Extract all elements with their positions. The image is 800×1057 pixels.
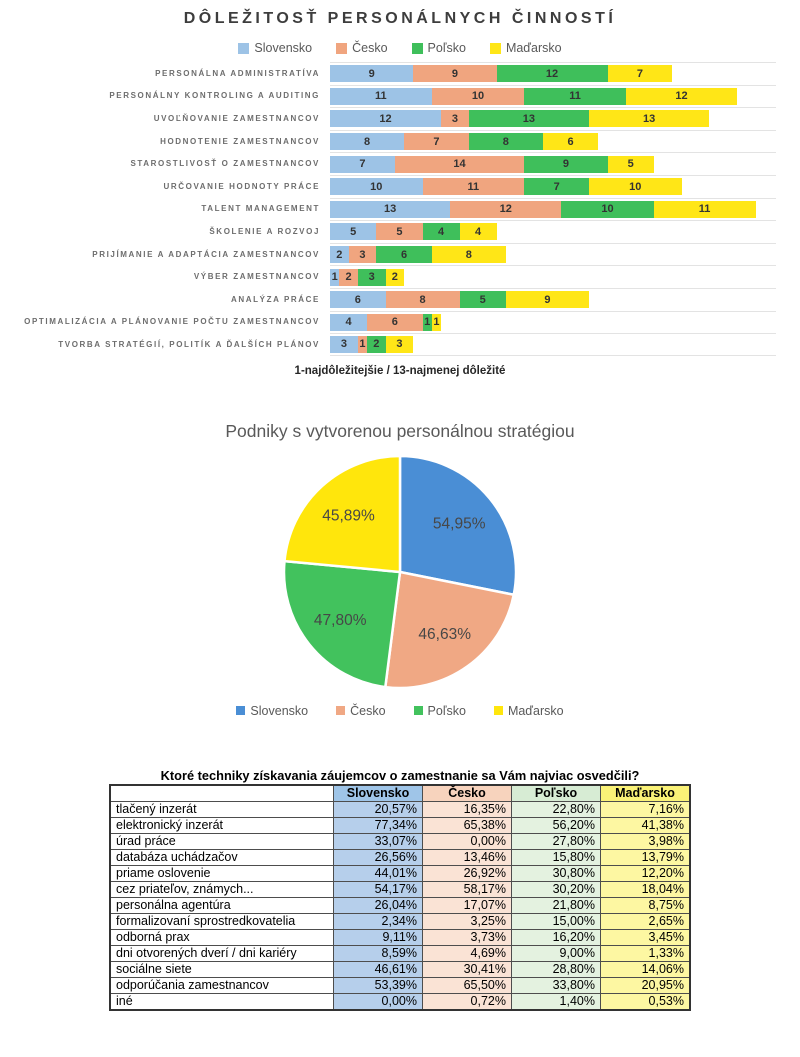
bar-category-label: OPTIMALIZÁCIA A PLÁNOVANIE POČTU ZAMESTNANCOV bbox=[24, 317, 320, 327]
table-row-label: priame oslovenie bbox=[110, 865, 334, 881]
legend-item bbox=[414, 704, 466, 718]
bar-category-label: ŠKOLENIE A ROZVOJ bbox=[209, 226, 320, 236]
legend-item bbox=[490, 41, 562, 55]
table-value-cell: 8,75% bbox=[601, 897, 691, 913]
table-value-cell: 14,06% bbox=[601, 961, 691, 977]
bar-category-label: UVOĽŇOVANIE ZAMESTNANCOV bbox=[153, 113, 320, 123]
bar-segment: 11 bbox=[330, 88, 432, 105]
pie-slice-label: 46,63% bbox=[418, 625, 471, 643]
table-value-cell: 0,53% bbox=[601, 993, 691, 1010]
legend-swatch bbox=[494, 706, 503, 715]
table-title: Ktoré techniky získavania záujemcov o zamestnanie sa Vám najviac osvedčili? bbox=[160, 767, 640, 783]
table-header-row bbox=[110, 785, 690, 802]
table-value-cell: 3,45% bbox=[601, 929, 691, 945]
bar-track bbox=[330, 62, 776, 85]
bar-track bbox=[330, 152, 776, 175]
legend-swatch bbox=[236, 706, 245, 715]
table-row-label: sociálne siete bbox=[110, 961, 334, 977]
table-value-cell: 2,65% bbox=[601, 913, 691, 929]
bar-segment: 9 bbox=[413, 65, 496, 82]
table-value-cell: 13,79% bbox=[601, 849, 691, 865]
bar-segment: 5 bbox=[608, 156, 654, 173]
table-row-label: úrad práce bbox=[110, 833, 334, 849]
bar-track bbox=[330, 333, 776, 356]
bar-track bbox=[330, 130, 776, 153]
table-value-cell: 65,38% bbox=[423, 817, 512, 833]
bar-segment: 4 bbox=[330, 314, 367, 331]
bar-chart-legend bbox=[0, 41, 800, 55]
bar-segment: 1 bbox=[358, 336, 367, 353]
table-row bbox=[110, 897, 690, 913]
pie-slice-label: 45,89% bbox=[322, 507, 375, 525]
bar-category-label: PERSONÁLNA ADMINISTRATÍVA bbox=[155, 68, 320, 78]
bar-segment: 8 bbox=[469, 133, 543, 150]
table-value-cell: 58,17% bbox=[423, 881, 512, 897]
legend-item bbox=[494, 704, 564, 718]
bar-track bbox=[330, 85, 776, 108]
bar-category-label: TVORBA STRATÉGIÍ, POLITÍK A ĎALŠÍCH PLÁNOV bbox=[58, 339, 320, 349]
legend-label: Česko bbox=[352, 41, 388, 55]
legend-item bbox=[238, 41, 312, 55]
bar-track bbox=[330, 175, 776, 198]
legend-label: Slovensko bbox=[250, 703, 309, 718]
bar-segment: 8 bbox=[330, 133, 404, 150]
table-column-header: Poľsko bbox=[512, 785, 601, 802]
bar-segment: 3 bbox=[358, 269, 386, 286]
bar-row bbox=[0, 175, 800, 198]
table-value-cell: 15,00% bbox=[512, 913, 601, 929]
bar-row bbox=[0, 130, 800, 153]
legend-swatch bbox=[238, 43, 249, 54]
bar-category-label: VÝBER ZAMESTNANCOV bbox=[193, 272, 320, 282]
table-value-cell: 26,04% bbox=[334, 897, 423, 913]
bar-segment: 2 bbox=[386, 269, 405, 286]
table-row bbox=[110, 913, 690, 929]
bar-segment: 4 bbox=[423, 223, 460, 240]
bar-segment: 7 bbox=[524, 178, 589, 195]
table-body bbox=[110, 801, 690, 1010]
table-value-cell: 17,07% bbox=[423, 897, 512, 913]
bar-row bbox=[0, 152, 800, 175]
bar-row bbox=[0, 243, 800, 266]
table-row-label: databáza uchádzačov bbox=[110, 849, 334, 865]
bar-segment: 13 bbox=[469, 110, 589, 127]
bar-category-label: HODNOTENIE ZAMESTNANCOV bbox=[160, 136, 320, 146]
bar-track bbox=[330, 107, 776, 130]
bar-segment: 1 bbox=[432, 314, 441, 331]
table-row-label: elektronický inzerát bbox=[110, 817, 334, 833]
table-column-header: Slovensko bbox=[334, 785, 423, 802]
bar-segment: 7 bbox=[608, 65, 673, 82]
table-value-cell: 54,17% bbox=[334, 881, 423, 897]
bar-segment: 4 bbox=[460, 223, 497, 240]
table-value-cell: 1,33% bbox=[601, 945, 691, 961]
table-value-cell: 27,80% bbox=[512, 833, 601, 849]
pie-chart-section bbox=[0, 421, 800, 718]
table-row bbox=[110, 945, 690, 961]
legend-label: Poľsko bbox=[427, 41, 466, 55]
table-row-label: iné bbox=[110, 993, 334, 1010]
bar-segment: 3 bbox=[349, 246, 377, 263]
table-value-cell: 9,00% bbox=[512, 945, 601, 961]
bar-segment: 6 bbox=[543, 133, 599, 150]
recruitment-table bbox=[109, 784, 691, 1011]
bar-category-label: URČOVANIE HODNOTY PRÁCE bbox=[163, 181, 320, 191]
legend-label: Česko bbox=[350, 703, 386, 718]
pie-slice-label: 47,80% bbox=[313, 611, 367, 629]
bar-segment: 10 bbox=[330, 178, 423, 195]
table-row-label: odporúčania zamestnancov bbox=[110, 977, 334, 993]
pie-chart-title: Podniky s vytvorenou personálnou stratégiou bbox=[225, 420, 575, 441]
bar-chart-footnote: 1-najdôležitejšie / 13-najmenej dôležité bbox=[294, 364, 506, 377]
table-column-header: Česko bbox=[423, 785, 512, 802]
table-value-cell: 7,16% bbox=[601, 801, 691, 817]
legend-swatch bbox=[490, 43, 501, 54]
bar-segment: 5 bbox=[460, 291, 506, 308]
table-value-cell: 0,72% bbox=[423, 993, 512, 1010]
bar-segment: 8 bbox=[386, 291, 460, 308]
table-value-cell: 20,95% bbox=[601, 977, 691, 993]
table-row-label: cez priateľov, známych... bbox=[110, 881, 334, 897]
bar-segment: 13 bbox=[330, 201, 450, 218]
bar-segment: 12 bbox=[450, 201, 561, 218]
bar-track bbox=[330, 243, 776, 266]
bar-segment: 3 bbox=[330, 336, 358, 353]
legend-label: Slovensko bbox=[254, 41, 313, 55]
bar-row bbox=[0, 62, 800, 85]
table-value-cell: 30,80% bbox=[512, 865, 601, 881]
table-value-cell: 65,50% bbox=[423, 977, 512, 993]
bar-row bbox=[0, 107, 800, 130]
bar-track bbox=[330, 198, 776, 221]
legend-swatch bbox=[414, 706, 423, 715]
table-value-cell: 41,38% bbox=[601, 817, 691, 833]
bar-segment: 1 bbox=[423, 314, 432, 331]
bar-track bbox=[330, 220, 776, 243]
bar-segment: 9 bbox=[506, 291, 589, 308]
bar-segment: 3 bbox=[441, 110, 469, 127]
table-value-cell: 16,35% bbox=[423, 801, 512, 817]
table-value-cell: 22,80% bbox=[512, 801, 601, 817]
bar-segment: 2 bbox=[367, 336, 386, 353]
recruitment-table-section bbox=[0, 768, 800, 1011]
table-value-cell: 3,73% bbox=[423, 929, 512, 945]
bar-segment: 9 bbox=[330, 65, 413, 82]
table-corner-cell bbox=[110, 785, 334, 802]
bar-row bbox=[0, 311, 800, 334]
bar-segment: 10 bbox=[589, 178, 682, 195]
table-value-cell: 16,20% bbox=[512, 929, 601, 945]
table-row bbox=[110, 833, 690, 849]
bar-segment: 2 bbox=[330, 246, 349, 263]
table-row-label: odborná prax bbox=[110, 929, 334, 945]
bar-track bbox=[330, 311, 776, 334]
bar-category-label: ANALÝZA PRÁCE bbox=[231, 294, 320, 304]
bar-segment: 10 bbox=[432, 88, 525, 105]
table-value-cell: 33,07% bbox=[334, 833, 423, 849]
legend-label: Poľsko bbox=[427, 703, 466, 718]
bar-segment: 3 bbox=[386, 336, 414, 353]
bar-chart-title: DÔLEŽITOSŤ PERSONÁLNYCH ČINNOSTÍ bbox=[183, 10, 617, 27]
bar-track bbox=[330, 288, 776, 311]
bar-segment: 8 bbox=[432, 246, 506, 263]
table-value-cell: 26,56% bbox=[334, 849, 423, 865]
table-value-cell: 53,39% bbox=[334, 977, 423, 993]
table-row bbox=[110, 881, 690, 897]
bar-row bbox=[0, 220, 800, 243]
bar-segment: 12 bbox=[497, 65, 608, 82]
legend-item bbox=[236, 704, 308, 718]
bar-segment: 11 bbox=[423, 178, 525, 195]
table-row bbox=[110, 977, 690, 993]
table-value-cell: 18,04% bbox=[601, 881, 691, 897]
table-row bbox=[110, 817, 690, 833]
table-value-cell: 15,80% bbox=[512, 849, 601, 865]
bar-category-label: PRIJÍMANIE A ADAPTÁCIA ZAMESTNANCOV bbox=[92, 249, 320, 259]
bar-row bbox=[0, 198, 800, 221]
bar-segment: 5 bbox=[376, 223, 422, 240]
bar-segment: 12 bbox=[626, 88, 737, 105]
table-value-cell: 9,11% bbox=[334, 929, 423, 945]
table-value-cell: 30,41% bbox=[423, 961, 512, 977]
pie-chart-legend bbox=[0, 704, 800, 718]
bar-chart-plot-area bbox=[0, 62, 800, 356]
legend-item bbox=[336, 704, 385, 718]
bar-row bbox=[0, 265, 800, 288]
bar-category-label: STAROSTLIVOSŤ O ZAMESTNANCOV bbox=[130, 159, 320, 169]
table-value-cell: 8,59% bbox=[334, 945, 423, 961]
table-value-cell: 3,98% bbox=[601, 833, 691, 849]
bar-segment: 13 bbox=[589, 110, 709, 127]
pie-slice-label: 54,95% bbox=[432, 515, 486, 533]
table-row-label: formalizovaní sprostredkovatelia bbox=[110, 913, 334, 929]
table-value-cell: 56,20% bbox=[512, 817, 601, 833]
bar-segment: 6 bbox=[330, 291, 386, 308]
bar-row bbox=[0, 85, 800, 108]
bar-segment: 10 bbox=[561, 201, 654, 218]
table-value-cell: 0,00% bbox=[334, 993, 423, 1010]
bar-segment: 7 bbox=[404, 133, 469, 150]
table-value-cell: 13,46% bbox=[423, 849, 512, 865]
table-row-label: tlačený inzerát bbox=[110, 801, 334, 817]
table-row bbox=[110, 961, 690, 977]
table-value-cell: 1,40% bbox=[512, 993, 601, 1010]
table-value-cell: 0,00% bbox=[423, 833, 512, 849]
bar-segment: 11 bbox=[654, 201, 756, 218]
table-value-cell: 21,80% bbox=[512, 897, 601, 913]
bar-segment: 6 bbox=[376, 246, 432, 263]
bar-segment: 2 bbox=[339, 269, 358, 286]
table-value-cell: 28,80% bbox=[512, 961, 601, 977]
bar-chart-section bbox=[0, 0, 800, 377]
legend-swatch bbox=[412, 43, 423, 54]
table-row bbox=[110, 993, 690, 1010]
bar-segment: 12 bbox=[330, 110, 441, 127]
table-value-cell: 12,20% bbox=[601, 865, 691, 881]
bar-segment: 14 bbox=[395, 156, 525, 173]
table-value-cell: 46,61% bbox=[334, 961, 423, 977]
table-row bbox=[110, 865, 690, 881]
legend-label: Maďarsko bbox=[507, 703, 564, 718]
bar-track bbox=[330, 265, 776, 288]
legend-swatch bbox=[336, 706, 345, 715]
table-header bbox=[110, 785, 690, 802]
bar-segment: 7 bbox=[330, 156, 395, 173]
table-row-label: dni otvorených dverí / dni kariéry bbox=[110, 945, 334, 961]
table-row bbox=[110, 849, 690, 865]
legend-label: Maďarsko bbox=[505, 41, 562, 55]
table-value-cell: 3,25% bbox=[423, 913, 512, 929]
table-value-cell: 77,34% bbox=[334, 817, 423, 833]
bar-segment: 6 bbox=[367, 314, 423, 331]
bar-row bbox=[0, 333, 800, 356]
table-row bbox=[110, 801, 690, 817]
legend-swatch bbox=[336, 43, 347, 54]
bar-segment: 1 bbox=[330, 269, 339, 286]
bar-category-label: TALENT MANAGEMENT bbox=[201, 204, 320, 214]
table-value-cell: 26,92% bbox=[423, 865, 512, 881]
table-row bbox=[110, 929, 690, 945]
bar-category-label: PERSONÁLNY KONTROLING A AUDITING bbox=[109, 91, 320, 101]
table-value-cell: 4,69% bbox=[423, 945, 512, 961]
bar-segment: 11 bbox=[524, 88, 626, 105]
table-column-header: Maďarsko bbox=[601, 785, 691, 802]
pie-chart bbox=[230, 446, 570, 698]
bar-segment: 9 bbox=[524, 156, 607, 173]
table-row-label: personálna agentúra bbox=[110, 897, 334, 913]
bar-segment: 5 bbox=[330, 223, 376, 240]
table-value-cell: 44,01% bbox=[334, 865, 423, 881]
legend-item bbox=[412, 41, 466, 55]
table-value-cell: 30,20% bbox=[512, 881, 601, 897]
table-value-cell: 33,80% bbox=[512, 977, 601, 993]
table-value-cell: 2,34% bbox=[334, 913, 423, 929]
table-value-cell: 20,57% bbox=[334, 801, 423, 817]
bar-row bbox=[0, 288, 800, 311]
legend-item bbox=[336, 41, 387, 55]
